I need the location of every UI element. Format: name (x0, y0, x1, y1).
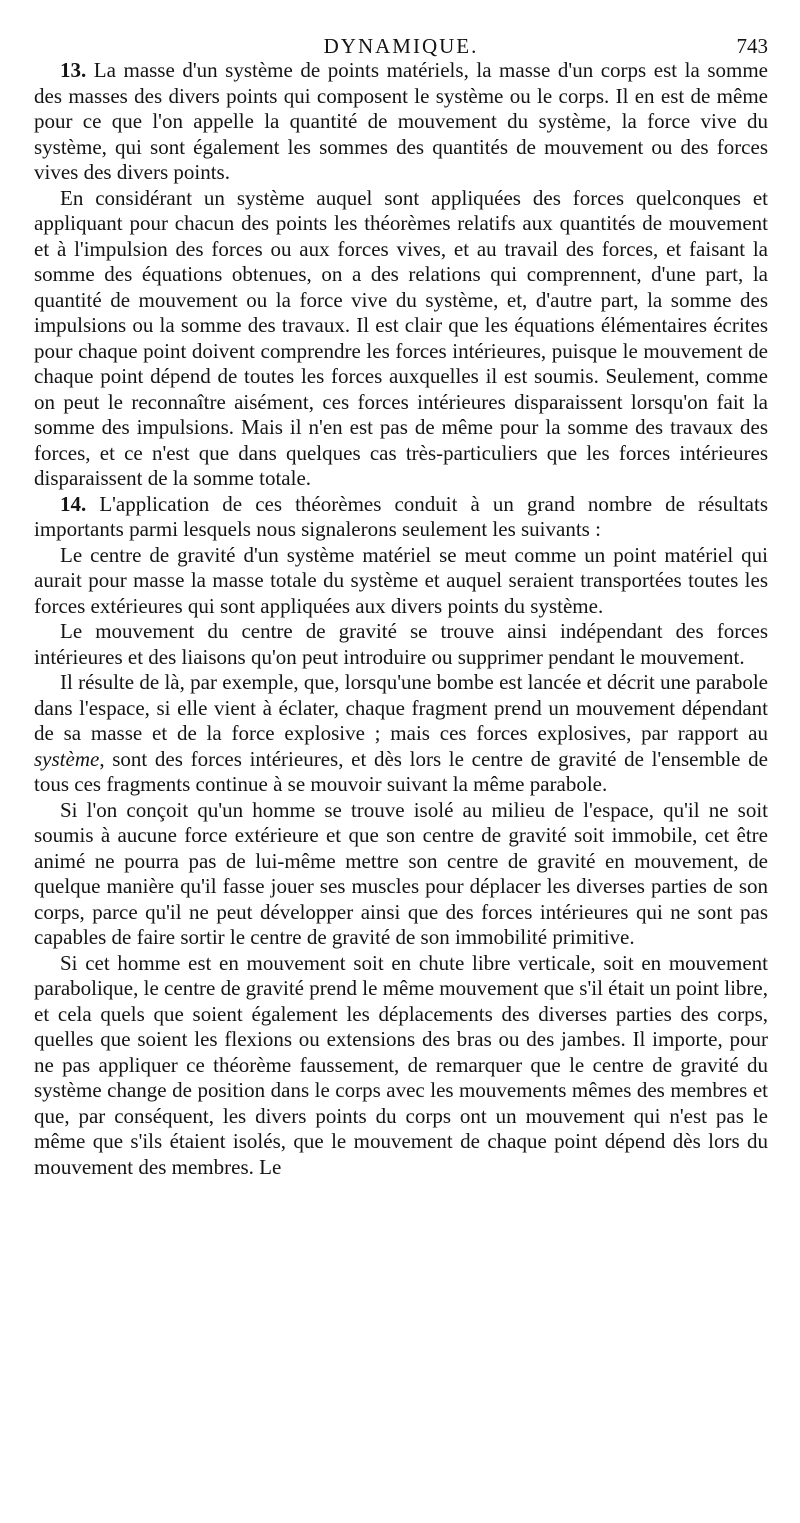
paragraph-bomb-example (34, 670, 768, 798)
paragraph-text: Il résulte de là, par exemple, que, lorsqu'une bombe est lancée et décrit une parabole dans l'espace, si elle vient à éclater, chaque fragment prend un mouvement dépendant de sa masse et de la force explosive ; mais ces forces explosives, par rapport au (34, 670, 768, 745)
paragraph: Si cet homme est en mouvement soit en chute libre verticale, soit en mouvement parabolique, le centre de gravité prend le même mouvement que s'il était un point libre, et cela quels que soient également les déplacements des diverses parties des corps, quelles que soient les flexions ou extensions des bras ou des jambes. Il importe, pour ne pas appliquer ce théorème faussement, de remarquer que le centre de gravité du système change de position dans le corps avec les mouvements mêmes des membres et que, par conséquent, les divers points du corps ont un mouvement qui n'est pas le même que s'ils étaient isolés, que le mouvement de chaque point dépend dès lors du mouvement des membres. Le (34, 950, 768, 1179)
page-body (34, 58, 768, 1180)
page-number: 743 (736, 34, 768, 58)
paragraph: Le mouvement du centre de gravité se trouve ainsi indépendant des forces intérieures et des liaisons qu'on peut introduire ou supprimer pendant le mouvement. (34, 619, 768, 669)
paragraph: Le centre de gravité d'un système matériel se meut comme un point matériel qui aurait pour masse la masse totale du système et auquel seraient transportées toutes les forces extérieures qui sont appliquées aux divers points du système. (34, 542, 768, 618)
paragraph-13 (34, 58, 768, 186)
section-number: 13. (60, 58, 87, 82)
page-header (34, 20, 768, 58)
paragraph-text: L'application de ces théorèmes conduit à un grand nombre de résultats importants parmi lesquels nous signalerons seulement les suivants : (34, 491, 768, 541)
paragraph-14 (34, 492, 768, 543)
emphasized-term: système (34, 746, 100, 771)
paragraph: En considérant un système auquel sont appliquées des forces quelconques et appliquant pour chacun des points les théorèmes relatifs aux quantités de mouvement et à l'impulsion des forces ou aux forces vives, et au travail des forces, et faisant la somme des équations obtenues, on a des relations qui comprennent, d'une part, la quantité de mouvement ou la force vive du système, et, d'autre part, la somme des impulsions ou la somme des travaux. Il est clair que les équations élémentaires écrites pour chaque point doivent comprendre les forces intérieures, puisque le mouvement de chaque point dépend de toutes les forces auxquelles il est soumis. Seulement, comme on peut le reconnaître aisément, ces forces intérieures disparaissent lorsqu'on fait la somme des impulsions. Mais il n'en est pas de même pour la somme des travaux des forces, et ce n'est que dans quelques cas très-particuliers que les forces intérieures disparaissent de la somme totale. (34, 185, 768, 490)
paragraph-text: , sont des forces intérieures, et dès lors le centre de gravité de l'ensemble de tous ces fragments continue à se mouvoir suivant la même parabole. (34, 746, 768, 796)
section-number: 14. (60, 491, 87, 516)
paragraph-text: La masse d'un système de points matériels, la masse d'un corps est la somme des masses des divers points qui composent le système ou le corps. Il en est de même pour ce que l'on appelle la quantité de mouvement du système, la force vive du système, qui sont également les sommes des quantités de mouvement ou des forces vives des divers points. (34, 58, 768, 184)
book-page (34, 20, 768, 1180)
running-title: DYNAMIQUE. (323, 34, 479, 58)
paragraph: Si l'on conçoit qu'un homme se trouve isolé au milieu de l'espace, qu'il ne soit soumis à aucune force extérieure et que son centre de gravité soit immobile, cet être animé ne pourra pas de lui-même mettre son centre de gravité en mouvement, de quelque manière qu'il fasse jouer ses muscles pour déplacer les diverses parties de son corps, parce qu'il ne peut développer ainsi que des forces intérieures qui ne sont pas capables de faire sortir le centre de gravité de son immobilité primitive. (34, 797, 768, 949)
